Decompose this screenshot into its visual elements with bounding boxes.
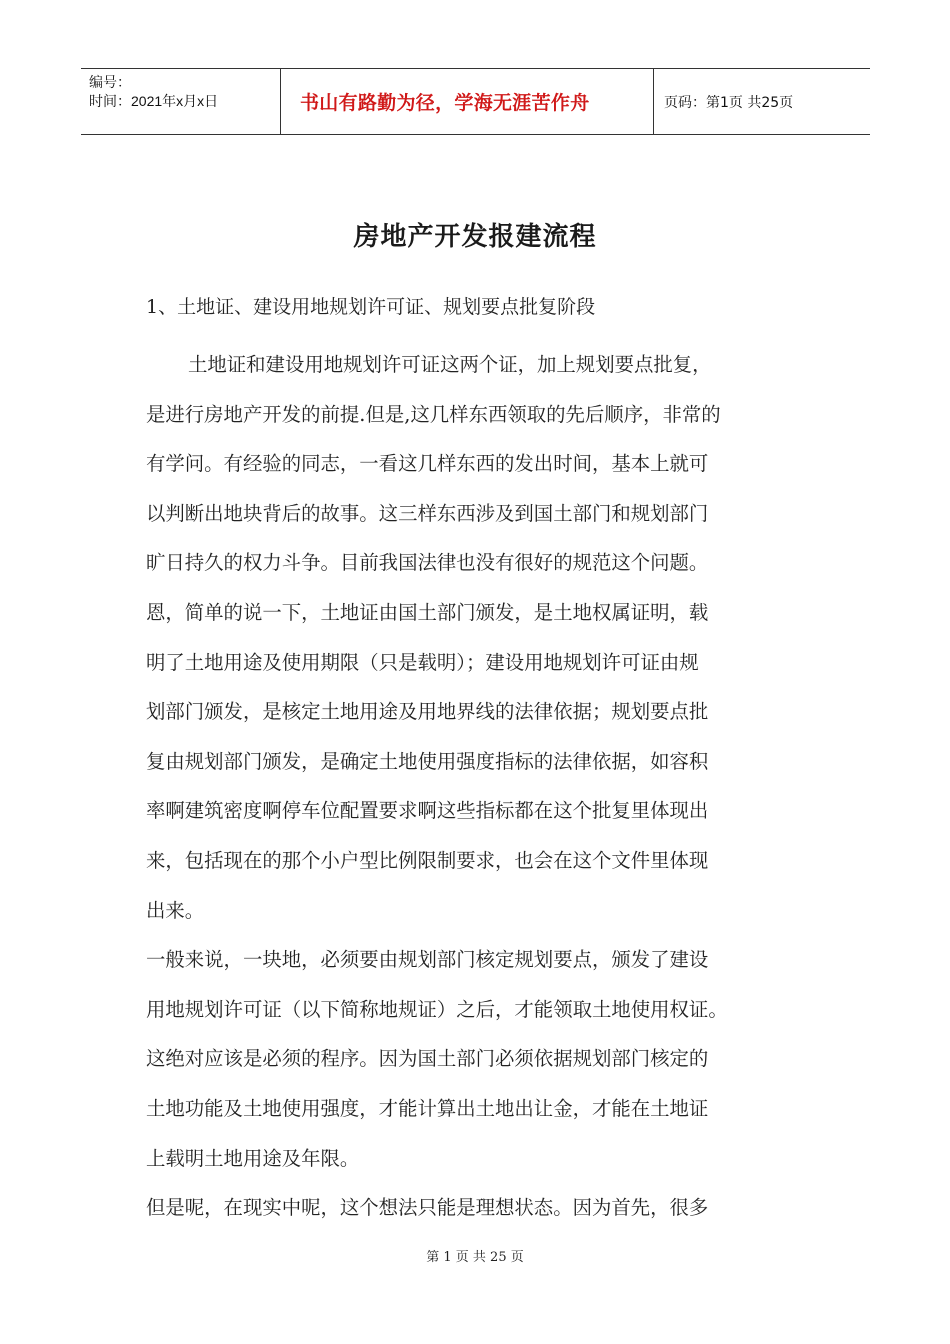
body-line: 土地证和建设用地规划许可证这两个证，加上规划要点批复， xyxy=(188,353,712,376)
header-page-code: 页码：第1页 共25页 xyxy=(664,94,794,111)
document-date: 时间：2021年x月x日 xyxy=(89,93,219,109)
header-motto-cell xyxy=(281,69,654,134)
body-line: 出来。 xyxy=(146,898,205,922)
body-line: 这绝对应该是必须的程序。因为国土部门必须依据规划部门核定的 xyxy=(146,1047,709,1071)
page-footer: 第 1 页 共 25 页 xyxy=(426,1250,524,1265)
body-line: 来，包括现在的那个小户型比例限制要求，也会在这个文件里体现 xyxy=(146,848,709,872)
document-title: 房地产开发报建流程 xyxy=(353,222,597,252)
body-line: 一般来说，一块地，必须要由规划部门核定规划要点，颁发了建设 xyxy=(146,948,709,972)
header-page-cell xyxy=(654,69,870,134)
section-heading: 1、土地证、建设用地规划许可证、规划要点批复阶段 xyxy=(146,296,596,318)
body-line: 但是呢，在现实中呢，这个想法只能是理想状态。因为首先，很多 xyxy=(146,1196,709,1220)
header-meta-cell xyxy=(81,69,281,134)
body-line: 有学问。有经验的同志，一看这几样东西的发出时间，基本上就可 xyxy=(146,452,709,476)
body-line: 划部门颁发，是核定土地用途及用地界线的法律依据；规划要点批 xyxy=(146,700,709,724)
body-line: 恩，简单的说一下，土地证由国土部门颁发，是土地权属证明，载 xyxy=(146,600,709,624)
body-line: 复由规划部门颁发，是确定土地使用强度指标的法律依据，如容积 xyxy=(146,749,709,773)
document-number-label: 编号： xyxy=(89,74,131,90)
body-line: 明了土地用途及使用期限（只是载明）；建设用地规划许可证由规 xyxy=(146,650,699,674)
body-line: 率啊建筑密度啊停车位配置要求啊这些指标都在这个批复里体现出 xyxy=(146,799,709,823)
body-line: 用地规划许可证（以下简称地规证）之后，才能领取土地使用权证。 xyxy=(146,997,728,1021)
body-line: 上载明土地用途及年限。 xyxy=(146,1146,360,1170)
document-body xyxy=(146,340,826,1233)
body-line: 土地功能及土地使用强度，才能计算出土地出让金，才能在土地证 xyxy=(146,1096,709,1120)
header-motto: 书山有路勤为径，学海无涯苦作舟 xyxy=(300,92,590,114)
body-line: 旷日持久的权力斗争。目前我国法律也没有很好的规范这个问题。 xyxy=(146,551,709,575)
document-header-table xyxy=(81,68,870,135)
body-line: 是进行房地产开发的前提.但是,这几样东西领取的先后顺序，非常的 xyxy=(146,402,721,426)
body-line: 以判断出地块背后的故事。这三样东西涉及到国土部门和规划部门 xyxy=(146,501,709,525)
